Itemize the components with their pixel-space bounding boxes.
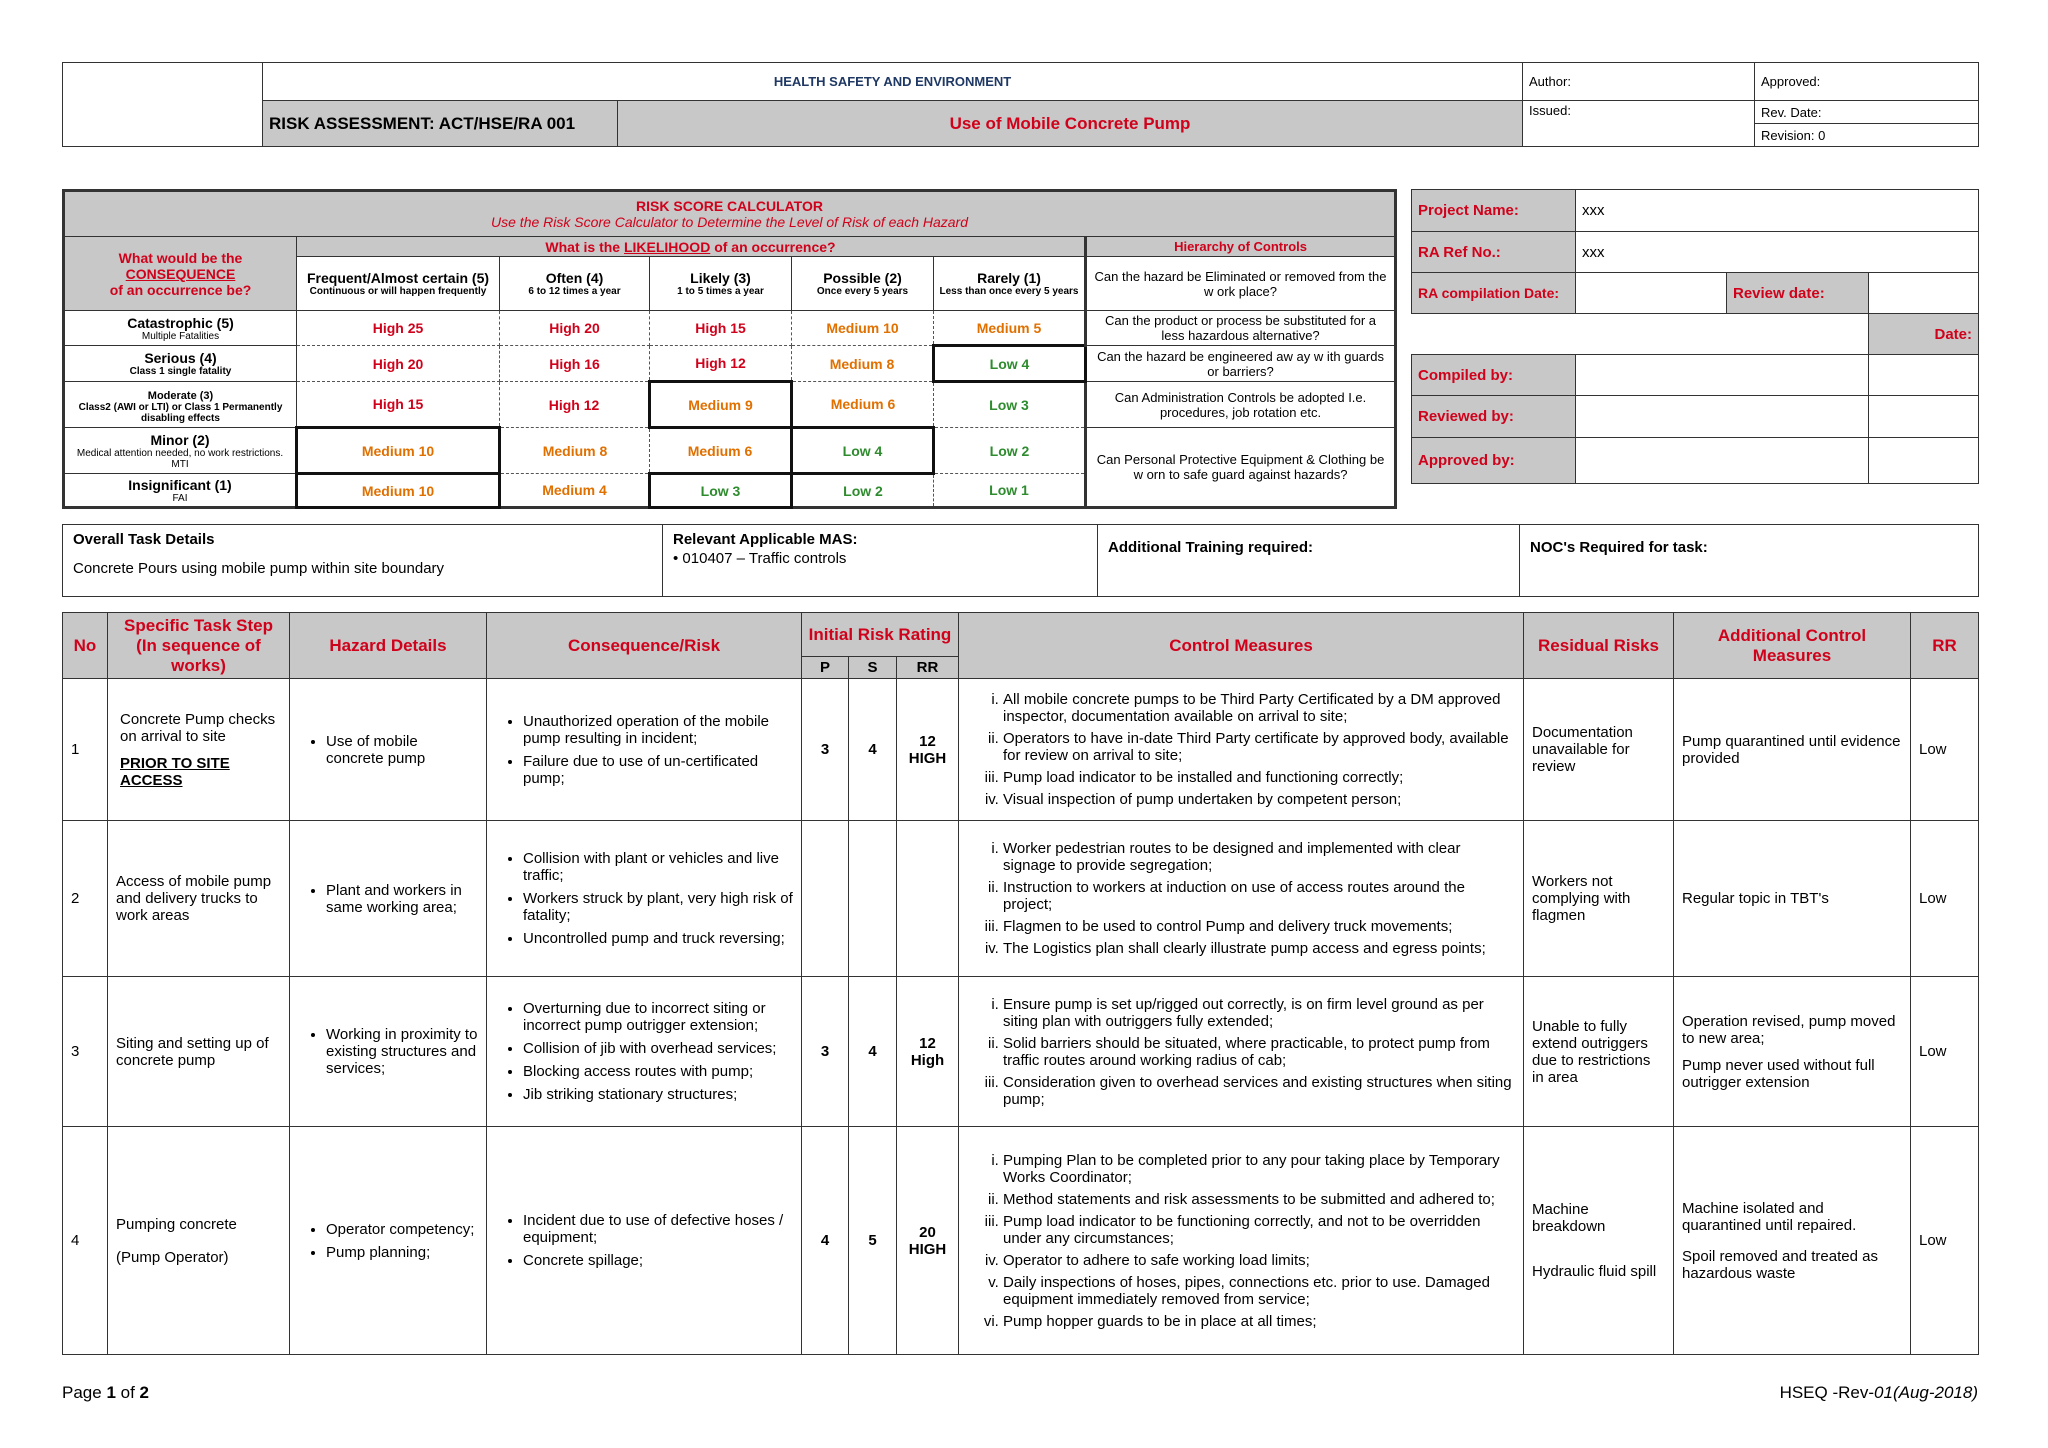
row-step [108,1127,290,1355]
revision-footer [1780,1383,1978,1403]
control-item: i. All mobile concrete pumps to be Third Party Certificated by a DM approved inspector, documentation available on arrival to site; [1003,691,1515,725]
risk-cell: Low 1 [934,474,1086,508]
approved-date-value [1869,438,1979,484]
rr-value: 12 [919,1034,936,1052]
mas-label: Relevant Applicable MAS: [673,531,858,548]
row-hazards [290,821,487,977]
likelihood-label: Rarely (1) [977,270,1041,286]
project-name-value: xxx [1576,190,1979,232]
row-additional: Regular topic in TBT's [1674,821,1911,977]
row-p: 3 [802,679,849,821]
row-hazards [290,1127,487,1355]
likelihood-header [297,257,500,311]
noc-label: NOC's Required for task: [1530,539,1708,556]
consequence-item: • Unauthorized operation of the mobile pump resulting in incident; [523,713,793,747]
calculator-title: RISK SCORE CALCULATOR [636,198,823,214]
consequence-item: • Collision with plant or vehicles and live traffic; [523,850,793,884]
row-controls [959,821,1524,977]
control-item: iv. Visual inspection of pump undertaken by competent person; [1003,791,1515,808]
row-rr [897,977,959,1127]
likelihood-desc: Less than once every 5 years [939,286,1079,297]
ra-title: Use of Mobile Concrete Pump [618,101,1523,147]
mas-item: • 010407 – Traffic controls [673,550,847,567]
project-info [1411,189,1979,484]
consequence-item: • Jib striking stationary structures; [523,1086,793,1103]
risk-cell: Medium 6 [792,382,934,428]
control-item: iii. Flagmen to be used to control Pump and delivery truck movements; [1003,918,1515,935]
training-label: Additional Training required: [1108,539,1314,556]
row-residual: Workers not complying with flagmen [1524,821,1674,977]
control-item: ii. Instruction to workers at induction on use of access routes around the project; [1003,879,1515,913]
consequence-row-label [64,311,297,346]
row-s: 5 [849,1127,897,1355]
page-total: 2 [139,1383,149,1402]
risk-cell: High 12 [650,346,792,382]
risk-cell: Low 2 [792,474,934,508]
row-additional [1674,977,1911,1127]
consequence-desc: Multiple Fatalities [141,330,220,342]
likelihood-q-word: LIKELIHOOD [623,238,711,255]
row-no: 1 [63,679,108,821]
likelihood-desc: Continuous or will happen frequently [309,286,487,297]
row-final-rr: Low [1911,977,1979,1127]
page-num: 1 [106,1383,116,1402]
col-residual: Residual Risks [1524,613,1674,679]
risk-cell: High 20 [297,346,500,382]
control-item: ii. Method statements and risk assessments to be submitted and adhered to; [1003,1191,1515,1208]
approved-label: Approved: [1755,63,1979,101]
col-p: P [802,657,849,679]
row-rr [897,1127,959,1355]
reviewed-by-value [1576,396,1869,438]
consequence-label: Catastrophic (5) [127,314,234,331]
consequence-question [64,237,297,311]
likelihood-label: Frequent/Almost certain (5) [306,270,490,286]
hazard-item: • Plant and workers in same working area; [326,882,478,916]
risk-cell: Low 4 [792,428,934,474]
calculator-subtitle: Use the Risk Score Calculator to Determine the Level of Risk of each Hazard [491,214,969,230]
consequence-desc: Class 1 single fatality [129,366,232,377]
review-date-label: Review date: [1727,273,1869,314]
row-consequences [487,821,802,977]
risk-cell: Medium 10 [792,311,934,346]
control-item: iii. Consideration given to overhead services and existing structures when siting pump; [1003,1074,1515,1108]
risk-cell: Low 3 [650,474,792,508]
risk-cell: Low 4 [934,346,1086,382]
spacer [1412,314,1869,355]
ra-label: RISK ASSESSMENT: ACT/HSE/RA 001 [263,101,618,147]
noc-cell [1520,525,1979,597]
consequence-item: • Concrete spillage; [523,1252,793,1269]
row-consequences [487,1127,802,1355]
hazard-item: • Working in proximity to existing structures and services; [326,1026,478,1077]
hazard-item: • Use of mobile concrete pump [326,733,478,767]
consequence-item: • Collision of jib with overhead services; [523,1040,793,1057]
row-step: Siting and setting up of concrete pump [108,977,290,1127]
compiled-by-label: Compiled by: [1412,355,1576,396]
consequence-desc: Medical attention needed, no work restrictions. MTI [76,447,284,470]
control-item: iv. The Logistics plan shall clearly illustrate pump access and egress points; [1003,940,1515,957]
control-item: i. Ensure pump is set up/rigged out correctly, is on firm level ground as per siting plan with outriggers fully extended; [1003,996,1515,1030]
author-label: Author: [1523,63,1755,101]
approved-by-label: Approved by: [1412,438,1576,484]
risk-cell: High 12 [500,382,650,428]
rev-date-label: Rev. Date: [1755,101,1979,124]
likelihood-header [792,257,934,311]
step-extra: PRIOR TO SITE ACCESS [120,754,230,789]
hierarchy-eliminate: Can the hazard be Eliminated or removed from the w ork place? [1086,257,1396,311]
control-item: ii. Solid barriers should be situated, where practicable, to protect pump from traffic routes around working radius of cab; [1003,1035,1515,1069]
risk-cell: High 25 [297,311,500,346]
page-mid: of [115,1383,140,1402]
risk-cell: Low 2 [934,428,1086,474]
row-residual: Documentation unavailable for review [1524,679,1674,821]
additional-item: Spoil removed and treated as hazardous waste [1682,1247,1878,1282]
overall-task-label: Overall Task Details [73,531,215,548]
table-row [63,1127,1979,1355]
risk-cell: Medium 10 [297,428,500,474]
rr-value: 12 [919,732,936,750]
row-final-rr: Low [1911,679,1979,821]
risk-cell: High 16 [500,346,650,382]
ra-ref-value: xxx [1576,232,1979,273]
overall-task-cell [63,525,663,597]
col-rr: RR [1911,613,1979,679]
likelihood-desc: 1 to 5 times a year [677,286,764,297]
consequence-row-label [64,428,297,474]
col-rr-initial: RR [897,657,959,679]
rr-label: HIGH [908,1240,947,1258]
control-item: i. Worker pedestrian routes to be designed and implemented with clear signage to provide segregation; [1003,840,1515,874]
consequence-item: • Overturning due to incorrect siting or incorrect pump outrigger extension; [523,1000,793,1034]
approved-by-value [1576,438,1869,484]
likelihood-header [934,257,1086,311]
row-final-rr: Low [1911,821,1979,977]
likelihood-label: Possible (2) [823,270,902,286]
row-consequences [487,977,802,1127]
mas-cell [663,525,1098,597]
col-s: S [849,657,897,679]
row-rr [897,679,959,821]
likelihood-desc: Once every 5 years [816,286,909,297]
col-consequence: Consequence/Risk [487,613,802,679]
document-header [62,62,1979,147]
risk-cell: Low 3 [934,382,1086,428]
ra-compilation-value [1576,273,1727,314]
overall-task-text: Concrete Pours using mobile pump within site boundary [73,560,445,577]
risk-cell: Medium 4 [500,474,650,508]
risk-cell: Medium 8 [500,428,650,474]
rev-pre: HSEQ -Rev- [1779,1383,1875,1402]
risk-cell: Medium 6 [650,428,792,474]
additional-item: Machine isolated and quarantined until repaired. [1682,1199,1857,1234]
hierarchy-ppe: Can Personal Protective Equipment & Clothing be w orn to safe guard against hazards? [1086,428,1396,508]
risk-cell: Medium 9 [650,382,792,428]
consequence-item: • Blocking access routes with pump; [523,1063,793,1080]
risk-cell: High 15 [650,311,792,346]
row-s: 4 [849,679,897,821]
consequence-q3: of an occurrence be? [109,281,252,298]
date-label: Date: [1869,314,1979,355]
row-p [802,821,849,977]
consequence-label: Serious (4) [144,350,217,366]
row-step: Access of mobile pump and delivery trucks to work areas [108,821,290,977]
row-controls [959,977,1524,1127]
risk-cell: Medium 8 [792,346,934,382]
control-item: iii. Pump load indicator to be functioning correctly, and not to be overridden under any circumstances; [1003,1213,1515,1247]
compiled-date-value [1869,355,1979,396]
hazard-item: • Pump planning; [326,1244,478,1261]
col-step: Specific Task Step (In sequence of works) [108,613,290,679]
consequence-item: • Uncontrolled pump and truck reversing; [523,930,793,947]
reviewed-date-value [1869,396,1979,438]
control-item: i. Pumping Plan to be completed prior to any pour taking place by Temporary Works Coordinator; [1003,1152,1515,1186]
col-additional: Additional Control Measures [1674,613,1911,679]
consequence-desc: FAI [172,492,188,504]
hierarchy-substitute: Can the product or process be substituted for a less hazardous alternative? [1086,311,1396,346]
ra-ref-label: RA Ref No.: [1412,232,1576,273]
reviewed-by-label: Reviewed by: [1412,396,1576,438]
likelihood-question [297,237,1086,257]
risk-score-calculator [62,189,1397,509]
consequence-row-label [64,382,297,428]
hazard-item: • Operator competency; [326,1221,478,1238]
consequence-label: Moderate (3) [147,389,214,402]
row-hazards [290,977,487,1127]
row-no: 2 [63,821,108,977]
consequence-label: Minor (2) [150,431,210,448]
row-consequences [487,679,802,821]
risk-cell: Medium 5 [934,311,1086,346]
training-cell [1098,525,1520,597]
consequence-item: • Failure due to use of un-certificated pump; [523,753,793,787]
rev-italic: 01(Aug-2018) [1874,1383,1978,1402]
task-details [62,524,1979,597]
additional-item: Operation revised, pump moved to new area; [1682,1012,1896,1047]
step-text: Concrete Pump checks on arrival to site [120,710,276,745]
step-text: Pumping concrete [116,1215,237,1233]
row-final-rr: Low [1911,1127,1979,1355]
likelihood-header [650,257,792,311]
control-item: v. Daily inspections of hoses, pipes, connections etc. prior to use. Damaged equipment immediately removed from service; [1003,1274,1515,1308]
step-extra: (Pump Operator) [116,1248,229,1266]
control-item: iii. Pump load indicator to be installed and functioning correctly; [1003,769,1515,786]
consequence-desc: Class2 (AWI or LTI) or Class 1 Permanently disabling effects [78,401,283,424]
control-item: ii. Operators to have in-date Third Party certificate by approved body, available for review on arrival to site; [1003,730,1515,764]
table-row [63,821,1979,977]
row-p: 4 [802,1127,849,1355]
row-no: 4 [63,1127,108,1355]
issued-label: Issued: [1523,101,1755,147]
likelihood-label: Often (4) [545,270,604,286]
col-initial: Initial Risk Rating [802,613,959,657]
project-name-label: Project Name: [1412,190,1576,232]
risk-assessment-table [62,612,1979,1355]
residual-item: Hydraulic fluid spill [1532,1263,1657,1280]
row-additional [1674,1127,1911,1355]
rr-label: HIGH [908,749,947,767]
likelihood-header [500,257,650,311]
ra-compilation-label: RA compilation Date: [1412,273,1576,314]
row-residual: Unable to fully extend outriggers due to restrictions in area [1524,977,1674,1127]
table-row [63,679,1979,821]
rr-value: 20 [919,1223,936,1241]
col-hazard: Hazard Details [290,613,487,679]
row-p: 3 [802,977,849,1127]
hierarchy-admin: Can Administration Controls be adopted I.e. procedures, job rotation etc. [1086,382,1396,428]
risk-cell: Medium 10 [297,474,500,508]
org-title: HEALTH SAFETY AND ENVIRONMENT [263,63,1523,101]
likelihood-q-post: of an occurrence? [710,238,836,255]
control-item: vi. Pump hopper guards to be in place at all times; [1003,1313,1515,1330]
mas-item-text: 010407 – Traffic controls [682,550,847,567]
table-row [63,977,1979,1127]
row-additional: Pump quarantined until evidence provided [1674,679,1911,821]
logo-placeholder [63,63,263,147]
risk-cell: High 20 [500,311,650,346]
row-residual [1524,1127,1674,1355]
consequence-row-label [64,346,297,382]
additional-item: Pump never used without full outrigger extension [1682,1056,1875,1091]
row-no: 3 [63,977,108,1127]
row-step [108,679,290,821]
col-control: Control Measures [959,613,1524,679]
row-controls [959,679,1524,821]
compiled-by-value [1576,355,1869,396]
row-s [849,821,897,977]
residual-item: Machine breakdown [1532,1201,1606,1235]
consequence-q1: What would be the [118,249,243,266]
likelihood-q-pre: What is the [545,238,624,255]
hierarchy-title: Hierarchy of Controls [1086,237,1396,257]
row-s: 4 [849,977,897,1127]
risk-cell: High 15 [297,382,500,428]
hierarchy-engineer: Can the hazard be engineered aw ay w ith guards or barriers? [1086,346,1396,382]
consequence-row-label [64,474,297,508]
row-rr [897,821,959,977]
row-controls [959,1127,1524,1355]
page-pre: Page [62,1383,107,1402]
review-date-value [1869,273,1979,314]
col-no: No [63,613,108,679]
control-item: iv. Operator to adhere to safe working load limits; [1003,1252,1515,1269]
revision-label: Revision: 0 [1755,124,1979,147]
consequence-item: • Incident due to use of defective hoses / equipment; [523,1212,793,1246]
calculator-title-cell [64,191,1396,237]
consequence-item: • Workers struck by plant, very high risk of fatality; [523,890,793,924]
page-number [62,1383,149,1403]
likelihood-desc: 6 to 12 times a year [528,286,621,297]
consequence-q2: CONSEQUENCE [125,265,236,282]
consequence-label: Insignificant (1) [128,476,232,493]
row-hazards [290,679,487,821]
likelihood-label: Likely (3) [690,270,751,286]
rr-label: High [910,1051,945,1069]
